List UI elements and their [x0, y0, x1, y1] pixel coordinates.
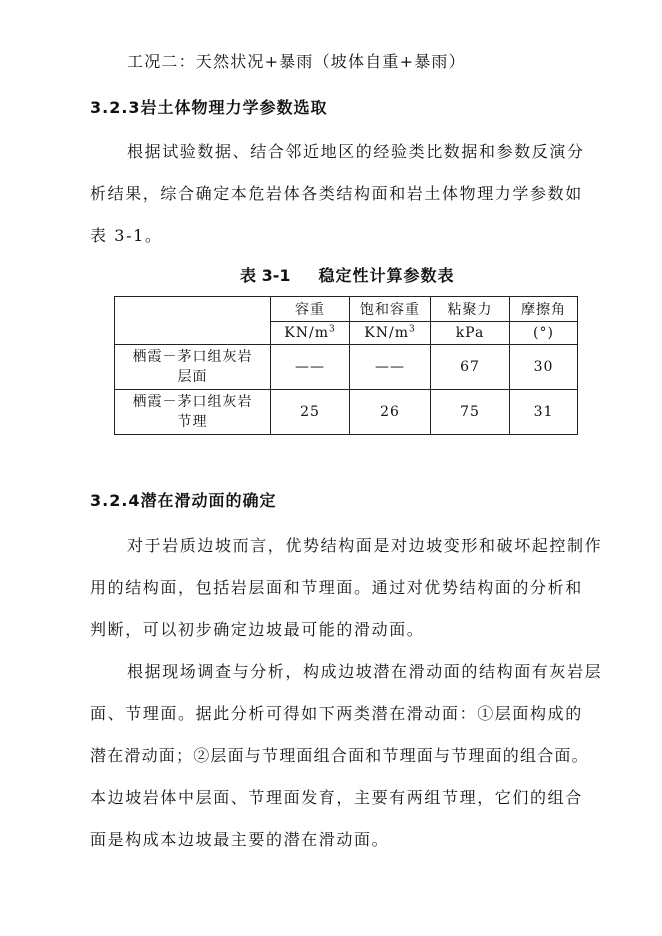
stability-parameters-table	[114, 296, 578, 435]
row-label: 栖霞－茅口组灰岩 节理	[115, 390, 271, 435]
paragraph-line: 对于岩质边坡而言，优势结构面是对边坡变形和破坏起控制作	[127, 536, 603, 555]
section-heading-3-2-4: 3.2.4潜在滑动面的确定	[90, 491, 277, 510]
paragraph-line: 根据现场调查与分析，构成边坡潜在滑动面的结构面有灰岩层	[127, 662, 603, 681]
table-header-row	[115, 297, 578, 322]
paragraph-line: 判断，可以初步确定边坡最可能的滑动面。	[90, 620, 425, 639]
table-caption-title: 稳定性计算参数表	[318, 266, 455, 285]
paragraph-line: 根据试验数据、结合邻近地区的经验类比数据和参数反演分	[127, 142, 585, 161]
table-cell: ——	[350, 345, 431, 390]
table-cell: 26	[350, 390, 431, 435]
paragraph-line: 析结果，综合确定本危岩体各类结构面和岩土体物理力学参数如	[90, 184, 583, 203]
unit-cell: (°)	[510, 322, 578, 345]
header-saturated-unit-weight: 饱和容重	[350, 297, 431, 322]
table-cell: 67	[431, 345, 510, 390]
intro-line: 工况二：天然状况+暴雨（坡体自重+暴雨）	[127, 52, 466, 71]
header-friction-angle: 摩擦角	[510, 297, 578, 322]
paragraph-line: 本边坡岩体中层面、节理面发育，主要有两组节理，它们的组合	[90, 788, 583, 807]
table-caption	[240, 266, 455, 286]
table-cell: 25	[271, 390, 350, 435]
paragraph-line: 潜在滑动面；②层面与节理面组合面和节理面与节理面的组合面。	[90, 746, 589, 765]
table-cell: ——	[271, 345, 350, 390]
paragraph-line: 面、节理面。据此分析可得如下两类潜在滑动面：①层面构成的	[90, 704, 583, 723]
table-cell: 75	[431, 390, 510, 435]
unit-cell: $KN/m^3$	[350, 322, 431, 345]
unit-cell: kPa	[431, 322, 510, 345]
table-corner-cell	[115, 297, 271, 345]
paragraph-line: 面是构成本边坡最主要的潜在滑动面。	[90, 830, 390, 849]
table-cell: 31	[510, 390, 578, 435]
table-row	[115, 345, 578, 390]
table-caption-number: 表 3-1	[240, 266, 291, 285]
header-unit-weight: 容重	[271, 297, 350, 322]
row-label: 栖霞－茅口组灰岩 层面	[115, 345, 271, 390]
table-row	[115, 390, 578, 435]
header-cohesion: 粘聚力	[431, 297, 510, 322]
section-heading-3-2-3: 3.2.3岩土体物理力学参数选取	[90, 98, 328, 117]
paragraph-line: 用的结构面，包括岩层面和节理面。通过对优势结构面的分析和	[90, 578, 583, 597]
table-cell: 30	[510, 345, 578, 390]
unit-cell: $KN/m^3$	[271, 322, 350, 345]
paragraph-line: 表 3-1。	[90, 226, 163, 245]
